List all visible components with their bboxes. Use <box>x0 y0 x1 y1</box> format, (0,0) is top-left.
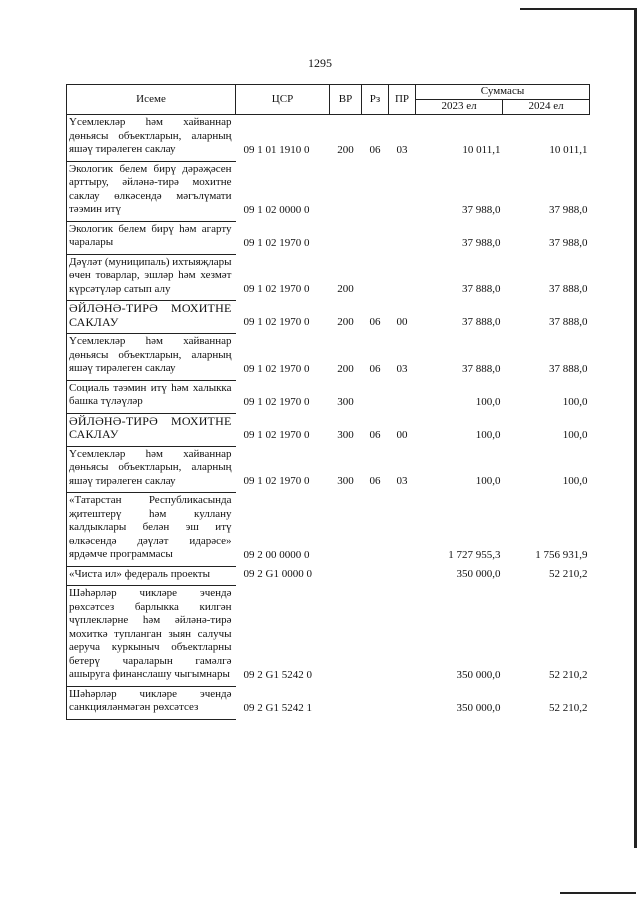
row-csr-code: 09 2 G1 0000 0 <box>243 568 312 580</box>
row-amount-2024: 100,0 <box>562 428 588 441</box>
row-vr-code <box>330 221 362 254</box>
row-name: ӘЙЛӘНӘ-ТИРӘ МОХИТНЕ САКЛАУ <box>67 301 236 334</box>
page-number: 1295 <box>308 56 332 70</box>
row-rz-code <box>362 221 389 254</box>
row-amount-2023: 350 000,0 <box>456 568 501 580</box>
row-name: Экологик белем бирү һәм агарту чаралары <box>67 221 236 254</box>
row-pr-code: 00 <box>396 428 408 441</box>
row-pr-code <box>389 686 416 719</box>
row-rz-code <box>362 161 389 221</box>
row-amount-2023: 37 888,0 <box>462 362 501 375</box>
row-rz-code <box>362 254 389 301</box>
row-rz-code: 06 <box>369 316 381 328</box>
row-rz-code: 06 <box>369 143 381 156</box>
header-name: Исеме <box>67 85 236 115</box>
row-pr-code <box>389 254 416 301</box>
row-amount-2024: 37 888,0 <box>549 362 588 375</box>
header-sums: Суммасы <box>416 85 590 100</box>
row-pr-code <box>389 221 416 254</box>
row-amount-2024: 1 756 931,9 <box>535 548 588 561</box>
row-vr-code <box>330 686 362 719</box>
row-amount-2023: 37 888,0 <box>462 283 501 295</box>
header-year-2024: 2024 ел <box>503 100 590 115</box>
row-amount-2024: 37 988,0 <box>549 236 588 249</box>
row-vr-code: 200 <box>337 362 354 375</box>
row-pr-code <box>389 161 416 221</box>
row-amount-2023: 350 000,0 <box>456 668 501 681</box>
row-amount-2024: 100,0 <box>562 475 588 487</box>
row-amount-2023: 100,0 <box>475 395 501 408</box>
row-pr-code: 00 <box>396 316 408 328</box>
table-row <box>67 301 590 334</box>
row-rz-code <box>362 566 389 586</box>
budget-table <box>66 84 590 720</box>
row-name: Үсемлекләр һәм хайваннар дөньясы объектларын, аларның яшәү тирәлеген саклау <box>67 446 236 493</box>
row-name: Дәүләт (муниципаль) ихтыяҗлары өчен товарлар, эшләр һәм хезмәт күрсәтүләр сатып алу <box>67 254 236 301</box>
row-pr-code <box>389 493 416 567</box>
row-vr-code <box>330 586 362 687</box>
table-body <box>67 115 590 720</box>
row-amount-2023: 37 988,0 <box>462 236 501 249</box>
row-name: «Татарстан Республикасында җитештерү һәм куллану калдыклары белән эш итү өлкәсендә дәүләт идарәсе» ярдәмче программасы <box>67 493 236 567</box>
header-rz: Рз <box>362 85 389 115</box>
table-row <box>67 115 590 162</box>
row-csr-code: 09 2 G1 5242 0 <box>243 668 312 681</box>
header-vr: ВР <box>330 85 362 115</box>
row-vr-code: 300 <box>337 395 354 408</box>
row-amount-2024: 52 210,2 <box>549 701 588 714</box>
row-rz-code <box>362 686 389 719</box>
row-vr-code: 300 <box>337 428 354 441</box>
row-rz-code: 06 <box>369 428 381 441</box>
table-row <box>67 380 590 413</box>
row-csr-code: 09 1 02 1970 0 <box>243 475 310 487</box>
row-amount-2024: 52 210,2 <box>549 668 588 681</box>
row-name: Үсемлекләр һәм хайваннар дөньясы объектларын, аларның яшәү тирәлеген саклау <box>67 115 236 162</box>
row-rz-code: 06 <box>369 475 381 487</box>
row-vr-code <box>330 566 362 586</box>
row-vr-code: 200 <box>337 283 354 295</box>
row-rz-code: 06 <box>369 362 381 375</box>
row-csr-code: 09 1 02 1970 0 <box>243 428 310 441</box>
table-row <box>67 446 590 493</box>
table-row <box>67 413 590 446</box>
row-amount-2023: 100,0 <box>475 428 501 441</box>
row-csr-code: 09 1 02 1970 0 <box>243 316 310 328</box>
table-row <box>67 586 590 687</box>
row-rz-code <box>362 586 389 687</box>
row-amount-2023: 100,0 <box>475 475 501 487</box>
row-vr-code <box>330 493 362 567</box>
row-name: ӘЙЛӘНӘ-ТИРӘ МОХИТНЕ САКЛАУ <box>67 413 236 446</box>
row-amount-2024: 10 011,1 <box>549 143 588 156</box>
scan-edge-right <box>634 8 637 848</box>
row-amount-2024: 100,0 <box>562 395 588 408</box>
row-csr-code: 09 1 02 1970 0 <box>243 362 310 375</box>
row-amount-2024: 37 888,0 <box>549 283 588 295</box>
row-amount-2023: 37 988,0 <box>462 203 501 216</box>
row-name: Социаль тәэмин итү һәм халыкка башка түләүләр <box>67 380 236 413</box>
row-name: Үсемлекләр һәм хайваннар дөньясы объектларын, аларның яшәү тирәлеген саклау <box>67 334 236 381</box>
table-row <box>67 161 590 221</box>
row-name <box>67 686 236 719</box>
row-pr-code: 03 <box>396 362 408 375</box>
row-pr-code <box>389 566 416 586</box>
row-rz-code <box>362 493 389 567</box>
table-row <box>67 221 590 254</box>
row-csr-code: 09 1 02 1970 0 <box>243 236 310 249</box>
row-name: «Чиста ил» федераль проекты <box>67 566 236 586</box>
scan-edge-top <box>520 8 636 10</box>
table-row <box>67 566 590 586</box>
row-csr-code: 09 1 02 0000 0 <box>243 203 310 216</box>
row-pr-code <box>389 380 416 413</box>
table-header <box>67 85 590 115</box>
table-row <box>67 254 590 301</box>
row-csr-code: 09 1 02 1970 0 <box>243 395 310 408</box>
row-amount-2024: 52 210,2 <box>549 568 588 580</box>
row-csr-code: 09 1 01 1910 0 <box>243 143 310 156</box>
table-row <box>67 493 590 567</box>
row-name-text: Шәһәрләр чикләре эчендә санкцияләнмәгән рөхсәтсез <box>69 687 232 713</box>
table-row <box>67 686 590 719</box>
row-rz-code <box>362 380 389 413</box>
row-vr-code: 200 <box>337 316 354 328</box>
header-pr: ПР <box>389 85 416 115</box>
row-amount-2023: 1 727 955,3 <box>448 548 501 561</box>
row-csr-code: 09 2 00 0000 0 <box>243 548 310 561</box>
row-pr-code: 03 <box>396 475 408 487</box>
row-pr-code <box>389 586 416 687</box>
row-amount-2024: 37 988,0 <box>549 203 588 216</box>
row-vr-code: 200 <box>337 143 354 156</box>
header-year-2023: 2023 ел <box>416 100 503 115</box>
row-amount-2023: 10 011,1 <box>462 143 501 156</box>
row-vr-code <box>330 161 362 221</box>
row-amount-2024: 37 888,0 <box>549 316 588 328</box>
table-row <box>67 334 590 381</box>
row-csr-code: 09 1 02 1970 0 <box>243 283 310 295</box>
header-csr: ЦСР <box>236 85 330 115</box>
row-csr-code: 09 2 G1 5242 1 <box>243 701 312 714</box>
row-amount-2023: 37 888,0 <box>462 316 501 328</box>
scan-edge-bottom <box>560 892 636 894</box>
row-amount-2023: 350 000,0 <box>456 701 501 714</box>
row-vr-code: 300 <box>337 475 354 487</box>
row-pr-code: 03 <box>396 143 408 156</box>
row-name: Шәһәрләр чикләре эчендә рөхсәтсез барлыкка килгән чүплекләрне һәм әйләнә-тирә мохиткә тупланган зыян салучы аеруча куркыныч объектларны бетерү чараларын гамәлгә ашыруга финанслашу чыгымнары <box>67 586 236 687</box>
row-name: Экологик белем бирү дәрәҗәсен арттыру, әйләнә-тирә мохитне саклау өлкәсендә мәгълүмати тәэмин итү <box>67 161 236 221</box>
